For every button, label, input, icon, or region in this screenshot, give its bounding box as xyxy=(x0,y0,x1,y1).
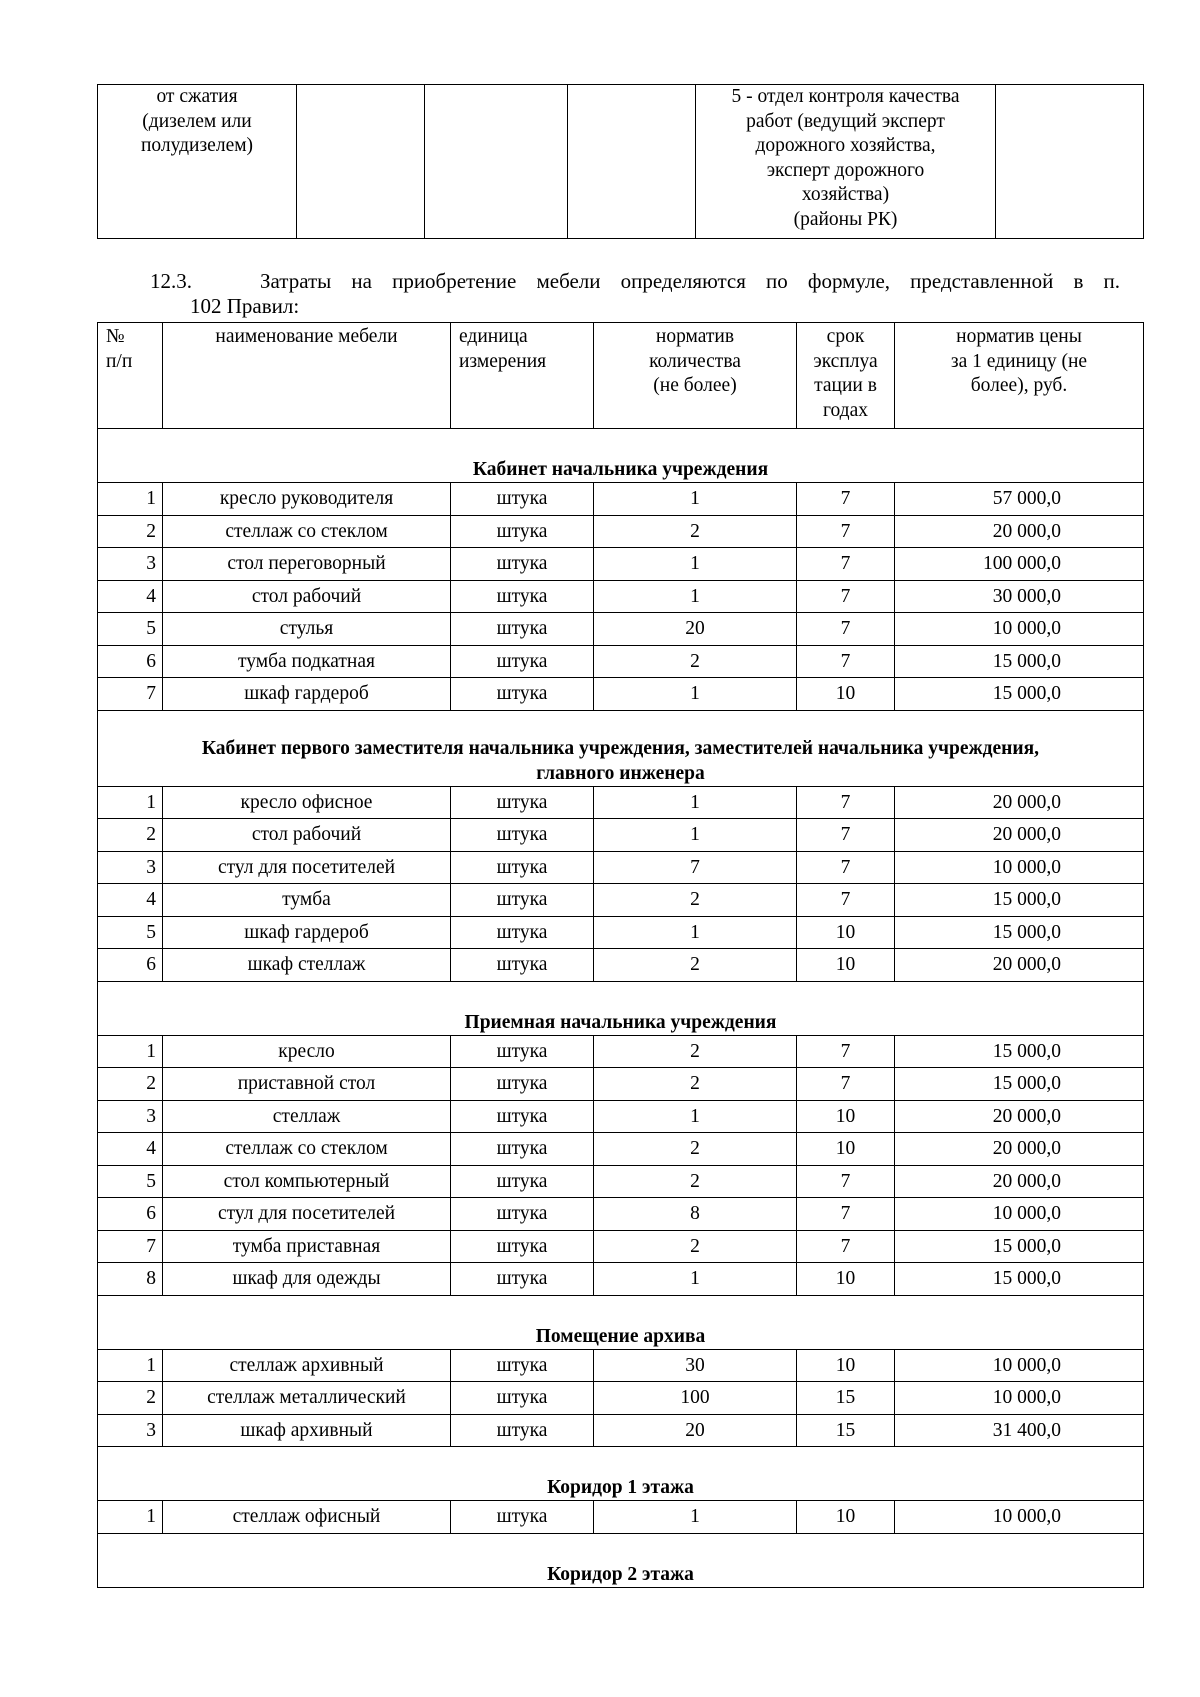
section-header-row xyxy=(98,429,1144,483)
item-name: стол рабочий xyxy=(163,580,451,613)
item-price: 20 000,0 xyxy=(895,819,1144,852)
header-line: (не более) xyxy=(653,375,737,396)
continuation-row xyxy=(98,85,1144,239)
row-number: 2 xyxy=(98,819,163,852)
cell-line: хозяйства) xyxy=(801,184,890,205)
row-number: 6 xyxy=(98,949,163,982)
item-price: 20 000,0 xyxy=(895,1165,1144,1198)
cell-line: полудизелем) xyxy=(140,135,254,156)
row-number: 3 xyxy=(98,548,163,581)
header-line: срок xyxy=(826,326,865,347)
header-line: норматив xyxy=(655,326,735,347)
table-header-row xyxy=(98,323,1144,429)
item-name: стулья xyxy=(163,613,451,646)
table-row xyxy=(98,1035,1144,1068)
section-header-row xyxy=(98,981,1144,1035)
section-header-row xyxy=(98,710,1144,786)
item-unit: штука xyxy=(451,515,594,548)
item-quantity: 1 xyxy=(594,483,797,516)
item-quantity: 1 xyxy=(594,819,797,852)
row-number: 4 xyxy=(98,1133,163,1166)
row-number: 7 xyxy=(98,678,163,711)
table-row xyxy=(98,613,1144,646)
table-row xyxy=(98,1068,1144,1101)
empty-cell xyxy=(425,85,568,239)
section-header-row xyxy=(98,1447,1144,1501)
engine-type-cell xyxy=(98,85,297,239)
item-price: 57 000,0 xyxy=(895,483,1144,516)
header-line: № xyxy=(106,326,125,347)
row-number: 3 xyxy=(98,851,163,884)
table-row xyxy=(98,515,1144,548)
header-line: количества xyxy=(649,350,741,372)
item-quantity: 30 xyxy=(594,1349,797,1382)
item-name: стеллаж архивный xyxy=(163,1349,451,1382)
header-term xyxy=(797,323,895,429)
item-term: 7 xyxy=(797,483,895,516)
item-price: 10 000,0 xyxy=(895,1501,1144,1534)
section-title-line: главного инженера xyxy=(536,762,705,784)
row-number: 3 xyxy=(98,1100,163,1133)
item-term: 7 xyxy=(797,645,895,678)
item-term: 10 xyxy=(797,916,895,949)
row-number: 1 xyxy=(98,1349,163,1382)
item-name: шкаф гардероб xyxy=(163,916,451,949)
row-number: 3 xyxy=(98,1414,163,1447)
table-row xyxy=(98,580,1144,613)
section-title-line: Приемная начальника учреждения xyxy=(464,1011,777,1033)
item-quantity: 2 xyxy=(594,515,797,548)
header-line: годах xyxy=(822,399,869,421)
header-line: единица xyxy=(459,326,528,347)
item-unit: штука xyxy=(451,851,594,884)
table-row xyxy=(98,1230,1144,1263)
item-name: стеллаж металлический xyxy=(163,1382,451,1415)
row-number: 5 xyxy=(98,916,163,949)
section-title xyxy=(98,1447,1144,1501)
item-unit: штука xyxy=(451,1068,594,1101)
item-unit: штука xyxy=(451,1133,594,1166)
item-term: 7 xyxy=(797,819,895,852)
row-number: 4 xyxy=(98,580,163,613)
item-price: 15 000,0 xyxy=(895,1035,1144,1068)
item-price: 15 000,0 xyxy=(895,916,1144,949)
item-price: 15 000,0 xyxy=(895,884,1144,917)
item-term: 10 xyxy=(797,1349,895,1382)
row-number: 6 xyxy=(98,645,163,678)
table-row xyxy=(98,645,1144,678)
table-row xyxy=(98,678,1144,711)
item-quantity: 1 xyxy=(594,678,797,711)
section-title xyxy=(98,1533,1144,1587)
section-title-line: Помещение архива xyxy=(535,1325,706,1347)
table-row xyxy=(98,548,1144,581)
row-number: 8 xyxy=(98,1263,163,1296)
item-price: 10 000,0 xyxy=(895,613,1144,646)
item-price: 10 000,0 xyxy=(895,1198,1144,1231)
item-unit: штука xyxy=(451,884,594,917)
item-term: 15 xyxy=(797,1382,895,1415)
row-number: 1 xyxy=(98,1501,163,1534)
item-name: шкаф для одежды xyxy=(163,1263,451,1296)
item-price: 20 000,0 xyxy=(895,1133,1144,1166)
item-quantity: 2 xyxy=(594,1133,797,1166)
paragraph-line-2: 102 Правил: xyxy=(190,294,300,318)
continuation-table xyxy=(97,84,1144,239)
header-line: за 1 единицу (не xyxy=(950,350,1088,372)
item-quantity: 1 xyxy=(594,916,797,949)
row-number: 1 xyxy=(98,483,163,516)
item-unit: штука xyxy=(451,949,594,982)
table-row xyxy=(98,949,1144,982)
cell-line: от сжатия xyxy=(156,86,238,107)
header-line: эксплуа xyxy=(813,350,878,372)
header-line: тации в xyxy=(814,375,877,396)
item-term: 7 xyxy=(797,1165,895,1198)
item-unit: штука xyxy=(451,1263,594,1296)
table-row xyxy=(98,1100,1144,1133)
item-unit: штука xyxy=(451,1198,594,1231)
section-title xyxy=(98,981,1144,1035)
header-line: наименование мебели xyxy=(215,326,398,347)
item-quantity: 1 xyxy=(594,1263,797,1296)
item-price: 15 000,0 xyxy=(895,1068,1144,1101)
header-line: п/п xyxy=(106,350,133,372)
item-unit: штука xyxy=(451,678,594,711)
section-title xyxy=(98,710,1144,786)
item-term: 7 xyxy=(797,786,895,819)
table-row xyxy=(98,851,1144,884)
empty-cell xyxy=(297,85,425,239)
section-title xyxy=(98,1295,1144,1349)
department-cell xyxy=(696,85,996,239)
item-price: 15 000,0 xyxy=(895,645,1144,678)
header-quantity xyxy=(594,323,797,429)
item-price: 20 000,0 xyxy=(895,786,1144,819)
section-title-line: Кабинет начальника учреждения xyxy=(472,459,769,480)
table-row xyxy=(98,1382,1144,1415)
table-row xyxy=(98,483,1144,516)
row-number: 1 xyxy=(98,786,163,819)
item-quantity: 1 xyxy=(594,580,797,613)
item-unit: штука xyxy=(451,1414,594,1447)
empty-cell xyxy=(996,85,1144,239)
item-unit: штука xyxy=(451,1501,594,1534)
item-name: тумба подкатная xyxy=(163,645,451,678)
item-price: 10 000,0 xyxy=(895,1349,1144,1382)
item-quantity: 2 xyxy=(594,1035,797,1068)
table-row xyxy=(98,786,1144,819)
item-quantity: 1 xyxy=(594,1501,797,1534)
item-unit: штука xyxy=(451,819,594,852)
item-price: 31 400,0 xyxy=(895,1414,1144,1447)
item-term: 7 xyxy=(797,580,895,613)
item-name: стол переговорный xyxy=(163,548,451,581)
item-term: 10 xyxy=(797,949,895,982)
row-number: 6 xyxy=(98,1198,163,1231)
paragraph-text: Затраты на приобретение мебели определяются по формуле, представленной в п. xyxy=(260,269,1120,293)
item-term: 10 xyxy=(797,1501,895,1534)
item-term: 10 xyxy=(797,678,895,711)
item-name: стол рабочий xyxy=(163,819,451,852)
table-row xyxy=(98,916,1144,949)
row-number: 2 xyxy=(98,1068,163,1101)
item-name: стеллаж xyxy=(163,1100,451,1133)
table-row xyxy=(98,1263,1144,1296)
table-row xyxy=(98,1349,1144,1382)
item-price: 15 000,0 xyxy=(895,1230,1144,1263)
item-quantity: 2 xyxy=(594,884,797,917)
item-name: стеллаж со стеклом xyxy=(163,515,451,548)
item-name: шкаф стеллаж xyxy=(163,949,451,982)
table-row xyxy=(98,1198,1144,1231)
item-price: 15 000,0 xyxy=(895,1263,1144,1296)
item-name: кресло руководителя xyxy=(163,483,451,516)
item-price: 10 000,0 xyxy=(895,851,1144,884)
item-term: 7 xyxy=(797,1035,895,1068)
item-term: 7 xyxy=(797,1198,895,1231)
table-row xyxy=(98,819,1144,852)
item-unit: штука xyxy=(451,548,594,581)
item-price: 20 000,0 xyxy=(895,515,1144,548)
item-name: кресло xyxy=(163,1035,451,1068)
cell-line: (районы РК) xyxy=(793,208,898,230)
section-title-line: Коридор 1 этажа xyxy=(547,1477,694,1498)
item-term: 15 xyxy=(797,1414,895,1447)
item-name: шкаф архивный xyxy=(163,1414,451,1447)
section-header-row xyxy=(98,1533,1144,1587)
item-quantity: 8 xyxy=(594,1198,797,1231)
empty-cell xyxy=(568,85,696,239)
section-paragraph xyxy=(150,269,1120,319)
item-name: стеллаж со стеклом xyxy=(163,1133,451,1166)
item-quantity: 2 xyxy=(594,1165,797,1198)
item-term: 10 xyxy=(797,1263,895,1296)
cell-line: работ (ведущий эксперт xyxy=(746,110,945,132)
item-quantity: 20 xyxy=(594,1414,797,1447)
table-row xyxy=(98,1165,1144,1198)
cell-line: дорожного хозяйства, xyxy=(755,135,936,156)
table-row xyxy=(98,884,1144,917)
item-name: тумба приставная xyxy=(163,1230,451,1263)
row-number: 1 xyxy=(98,1035,163,1068)
cell-line: эксперт дорожного xyxy=(766,159,925,181)
cell-line: (дизелем или xyxy=(142,110,252,132)
item-term: 7 xyxy=(797,548,895,581)
table-row xyxy=(98,1501,1144,1534)
header-unit xyxy=(451,323,594,429)
header-line: норматив цены xyxy=(956,326,1082,347)
item-unit: штука xyxy=(451,645,594,678)
item-quantity: 20 xyxy=(594,613,797,646)
row-number: 4 xyxy=(98,884,163,917)
item-name: тумба xyxy=(163,884,451,917)
item-term: 7 xyxy=(797,613,895,646)
item-unit: штука xyxy=(451,1230,594,1263)
row-number: 5 xyxy=(98,1165,163,1198)
row-number: 2 xyxy=(98,1382,163,1415)
item-name: стеллаж офисный xyxy=(163,1501,451,1534)
item-unit: штука xyxy=(451,1349,594,1382)
item-quantity: 2 xyxy=(594,645,797,678)
furniture-table xyxy=(97,322,1144,1588)
item-term: 10 xyxy=(797,1133,895,1166)
item-unit: штука xyxy=(451,613,594,646)
item-quantity: 7 xyxy=(594,851,797,884)
paragraph-line-1 xyxy=(150,269,1120,294)
item-price: 15 000,0 xyxy=(895,678,1144,711)
header-num xyxy=(98,323,163,429)
item-term: 7 xyxy=(797,851,895,884)
item-unit: штука xyxy=(451,1165,594,1198)
item-price: 100 000,0 xyxy=(895,548,1144,581)
item-term: 7 xyxy=(797,1068,895,1101)
item-unit: штука xyxy=(451,786,594,819)
row-number: 5 xyxy=(98,613,163,646)
item-name: приставной стол xyxy=(163,1068,451,1101)
item-quantity: 100 xyxy=(594,1382,797,1415)
item-term: 10 xyxy=(797,1100,895,1133)
item-quantity: 2 xyxy=(594,1230,797,1263)
header-line: измерения xyxy=(459,350,547,372)
header-price xyxy=(895,323,1144,429)
row-number: 2 xyxy=(98,515,163,548)
row-number: 7 xyxy=(98,1230,163,1263)
item-name: шкаф гардероб xyxy=(163,678,451,711)
item-quantity: 2 xyxy=(594,1068,797,1101)
header-name xyxy=(163,323,451,429)
item-price: 10 000,0 xyxy=(895,1382,1144,1415)
item-unit: штука xyxy=(451,1035,594,1068)
item-quantity: 1 xyxy=(594,1100,797,1133)
item-price: 20 000,0 xyxy=(895,1100,1144,1133)
item-unit: штука xyxy=(451,1100,594,1133)
item-price: 20 000,0 xyxy=(895,949,1144,982)
item-unit: штука xyxy=(451,1382,594,1415)
item-term: 7 xyxy=(797,884,895,917)
item-unit: штука xyxy=(451,483,594,516)
item-quantity: 1 xyxy=(594,786,797,819)
item-name: стул для посетителей xyxy=(163,851,451,884)
item-quantity: 1 xyxy=(594,548,797,581)
item-quantity: 2 xyxy=(594,949,797,982)
section-header-row xyxy=(98,1295,1144,1349)
item-name: стул для посетителей xyxy=(163,1198,451,1231)
section-title-line: Коридор 2 этажа xyxy=(547,1563,694,1585)
table-row xyxy=(98,1414,1144,1447)
item-name: кресло офисное xyxy=(163,786,451,819)
section-title-line: Кабинет первого заместителя начальника учреждения, заместителей начальника учреждения, xyxy=(201,737,1040,759)
item-unit: штука xyxy=(451,916,594,949)
header-line: более), руб. xyxy=(970,375,1068,396)
item-name: стол компьютерный xyxy=(163,1165,451,1198)
item-term: 7 xyxy=(797,515,895,548)
section-title xyxy=(98,429,1144,483)
paragraph-number: 12.3. xyxy=(150,269,192,293)
item-price: 30 000,0 xyxy=(895,580,1144,613)
item-unit: штука xyxy=(451,580,594,613)
table-row xyxy=(98,1133,1144,1166)
item-term: 7 xyxy=(797,1230,895,1263)
cell-line: 5 - отдел контроля качества xyxy=(731,86,960,107)
